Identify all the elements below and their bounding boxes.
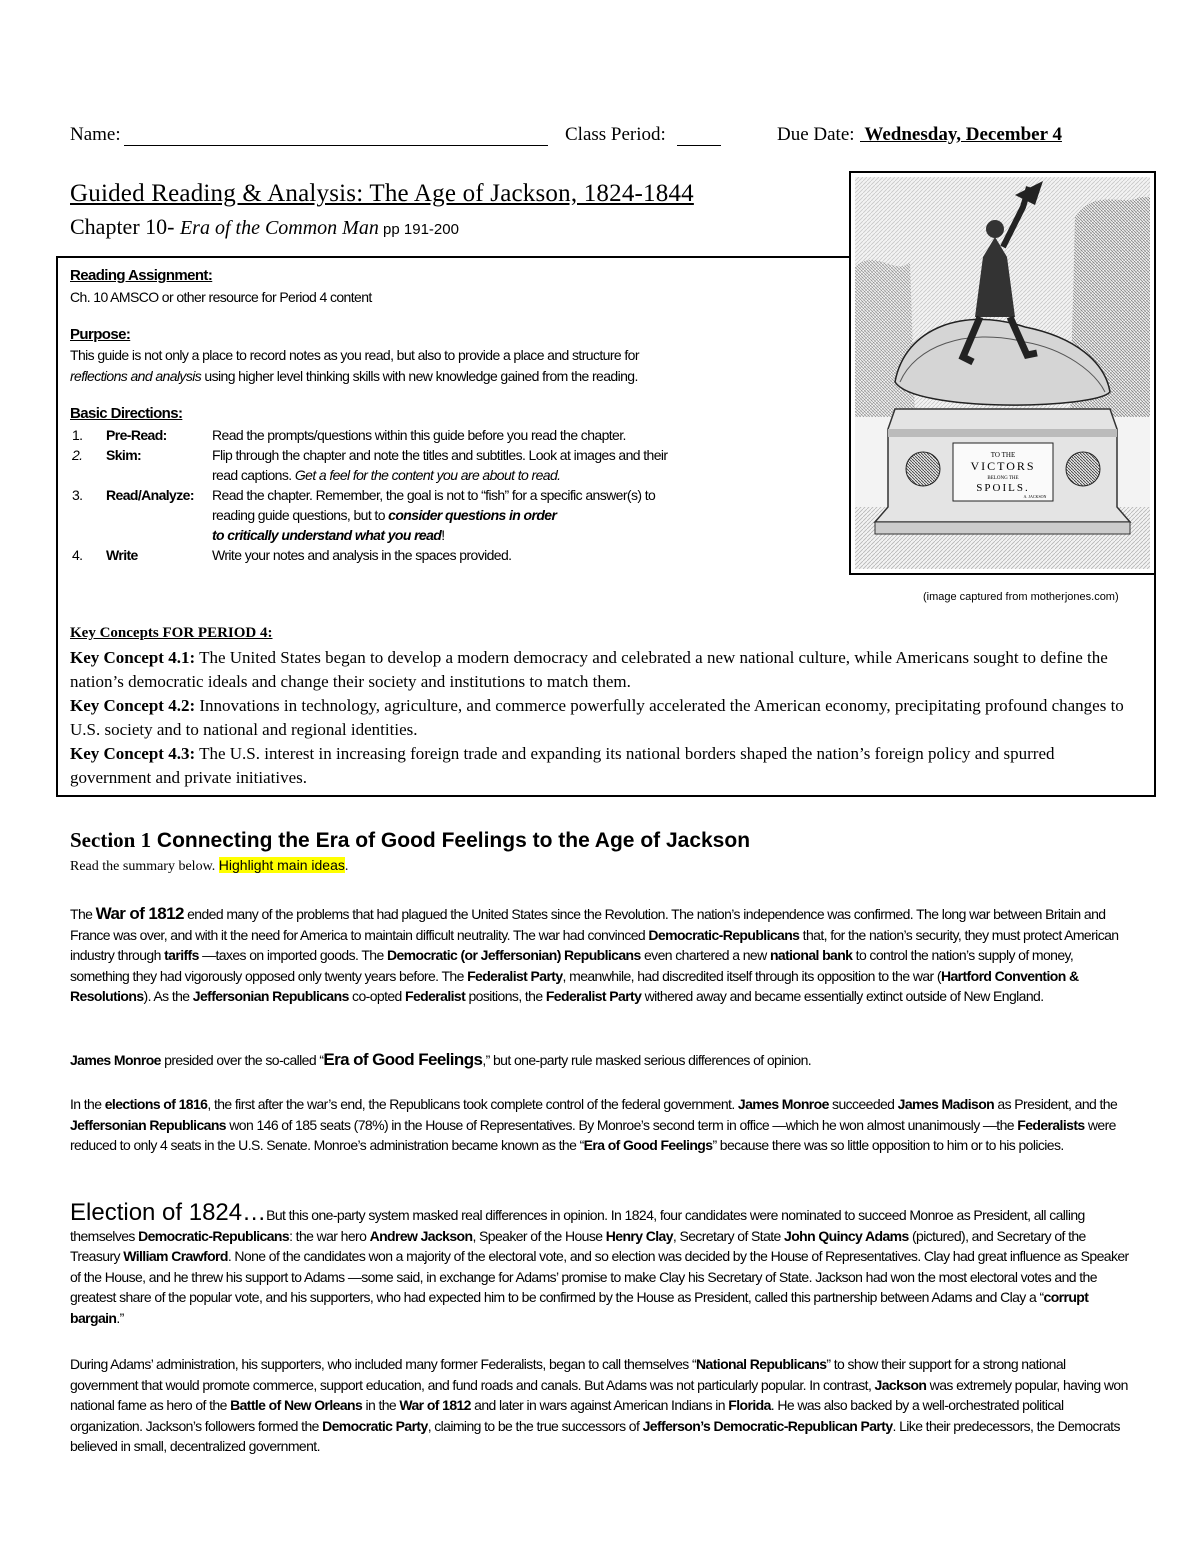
p5-text: During Adams’ administration, his supporters, who included many former Federalists, began to call themselves “ [70, 1356, 697, 1372]
p3-term: Jeffersonian Republicans [70, 1116, 226, 1133]
direction-text: Read the chapter. Remember, the goal is not to “fish” for a specific answer(s) to [212, 487, 656, 503]
due-date-value: Wednesday, December 4 [860, 124, 1062, 145]
key-concept [70, 742, 1130, 790]
p1-term: Democratic-Republicans [648, 926, 800, 943]
chapter-subtitle: Era of the Common Man [179, 217, 379, 239]
p2-text: ,” but one-party rule masked serious differences of opinion. [482, 1052, 812, 1068]
section-title: Connecting the Era of Good Feelings to the Age of Jackson [151, 829, 751, 852]
p5-text: . He was also backed by a well-orchestrated political organization. Jackson’s followers formed the [70, 1397, 1064, 1434]
due-date-label: Due Date: [777, 124, 855, 145]
key-concept-label: Key Concept 4.1: [70, 648, 196, 667]
direction-item [0, 445, 760, 485]
p5-term: Jackson [874, 1376, 927, 1393]
name-field[interactable] [124, 124, 548, 146]
plaque-line-3: BELONG THE [987, 476, 1019, 481]
direction-num: 2. [72, 447, 83, 463]
direction-key: Read/Analyze: [106, 487, 194, 503]
purpose-line-2 [70, 366, 638, 386]
key-concept [70, 694, 1130, 742]
p3-term: elections of 1816 [104, 1096, 208, 1112]
key-concept-label: Key Concept 4.2: [70, 696, 196, 715]
plaque-line-5: A. JACKSON [1023, 494, 1047, 499]
p4-text: , Speaker of the House [472, 1227, 606, 1244]
p3-text: ” because there was so little opposition to him or to his policies. [712, 1137, 1064, 1154]
plaque-line-2: VICTORS [970, 459, 1036, 473]
p1-text: The [70, 906, 96, 922]
p3-term: Federalists [1017, 1116, 1085, 1133]
chapter-heading [70, 214, 459, 240]
paragraph-war-of-1812 [70, 904, 1130, 1007]
key-concept-label: Key Concept 4.3: [70, 744, 196, 763]
chapter-prefix: Chapter 10- [70, 214, 180, 239]
plaque-line-4: SPOILS. [976, 482, 1030, 494]
direction-text-2a: read captions. [212, 467, 295, 483]
election-1824-heading: Election of 1824… [70, 1199, 267, 1226]
direction-text-2-em: Get a feel for the content you are about to read. [294, 467, 561, 483]
p1-text: even chartered a new [640, 947, 770, 964]
direction-text-2-em: consider questions in order [388, 507, 557, 523]
read-summary [70, 857, 348, 875]
p2-text: presided over the so-called “ [160, 1052, 324, 1068]
p4-text: But this one-party system masked real differences in opinion. In 1824, four candidates were nominated to succeed Monroe as President, all calling themselves [70, 1207, 1085, 1244]
p5-term: Battle of New Orleans [230, 1397, 363, 1414]
p1-text: ). As the [143, 988, 193, 1005]
jackson-statue-illustration [855, 177, 1150, 569]
direction-key: Skim: [106, 447, 142, 463]
reading-assignment-text: Ch. 10 AMSCO or other resource for Period 4 content [70, 289, 372, 305]
direction-text-3-em: to critically understand what you read [212, 527, 442, 543]
image-caption: (image captured from motherjones.com) [923, 591, 1119, 603]
p5-text: . Like their predecessors, the Democrats believed in small, decentralized government. [70, 1417, 1120, 1455]
p3-text: In the [70, 1096, 105, 1112]
direction-text-2a: reading guide questions, but to [212, 507, 389, 523]
p3-term: Era of Good Feelings [583, 1137, 713, 1154]
p5-text: in the [362, 1397, 400, 1414]
p4-term: John Quincy Adams [784, 1227, 909, 1244]
direction-item [0, 545, 760, 565]
p1-term: Hartford Convention & Resolutions [70, 967, 1079, 1005]
chapter-pages: pp 191-200 [378, 221, 459, 238]
p4-term: corrupt bargain [70, 1289, 1089, 1326]
p3-term: James Madison [897, 1096, 995, 1112]
direction-key: Write [106, 547, 138, 563]
direction-text-2 [212, 465, 752, 485]
read-summary-period: . [344, 859, 349, 874]
key-concept-text: The U.S. interest in increasing foreign trade and expanding its national borders shaped the nation’s foreign policy and spurred government and private initiatives. [70, 744, 1055, 787]
p3-text: were reduced to only 4 seats in the U.S. Senate. Monroe’s administration became known as the “ [70, 1116, 1116, 1154]
directions-heading: Basic Directions: [70, 405, 183, 422]
p4-term: Henry Clay [605, 1227, 673, 1244]
p1-term: Federalist Party [467, 967, 563, 984]
p5-text: , claiming to be the true successors of [427, 1417, 643, 1434]
highlight-instruction: Highlight main ideas [218, 857, 345, 873]
direction-text-3-tail: ! [441, 527, 445, 543]
class-period-field[interactable] [677, 124, 721, 146]
p1-term: Federalist Party [545, 988, 642, 1005]
key-concepts [70, 624, 1130, 790]
key-concepts-heading: Key Concepts FOR PERIOD 4: [70, 625, 273, 641]
p1-text: —taxes on imported goods. The [198, 947, 387, 964]
p5-text: was extremely popular, having won national fame as hero of the [70, 1376, 1128, 1414]
paragraph-adams-administration [70, 1354, 1130, 1457]
direction-num: 4. [72, 547, 83, 563]
cartoon-image [849, 171, 1156, 575]
p5-text: and later in wars against American Indians in [470, 1397, 729, 1414]
purpose-line-1: This guide is not only a place to record notes as you read, but also to provide a place and structure for [70, 347, 639, 363]
p4-text: : the war hero [289, 1227, 370, 1244]
p3-text: , the first after the war’s end, the Republicans took complete control of the federal government. [207, 1096, 738, 1112]
purpose-line-2-rest: using higher level thinking skills with new knowledge gained from the reading. [201, 368, 638, 384]
p5-text: ” to show their support for a strong national government that would promote commerce, support education, and fund roads and canals. But Adams was not particularly popular. In contrast, [70, 1356, 1066, 1393]
p3-text: won 146 of 185 seats (78%) in the House of Representatives. By Monroe’s second term in office —which he won almost unanimously —the [225, 1116, 1018, 1133]
direction-text: Write your notes and analysis in the spaces provided. [212, 547, 512, 563]
p2-term: Era of Good Feelings [323, 1050, 483, 1069]
p1-term: Federalist [405, 988, 466, 1005]
section-number: Section 1 [70, 828, 152, 852]
p5-term: Jefferson’s Democratic-Republican Party [642, 1417, 893, 1434]
paragraph-election-1824 [70, 1199, 1130, 1329]
p4-text: , Secretary of State [672, 1227, 785, 1244]
direction-text-2 [212, 505, 752, 525]
p4-text: (pictured), and Secretary of the Treasury [70, 1227, 1086, 1265]
page-title: Guided Reading & Analysis: The Age of Jackson, 1824-1844 [70, 180, 694, 207]
class-period-label: Class Period: [565, 124, 666, 145]
p4-text: . None of the candidates won a majority of the electoral vote, and so election was decided by the House of Representatives. Clay had great influence as Speaker of the House, and he threw his support to Adams —some said, in exchange for Adams’ promise to make Clay his Secretary of State. Jackson had won the most electoral votes and the greatest share of the popular vote, and his supporters, who had expected him to be confirmed by the House as President, called this partnership between Adams and Clay a “ [70, 1248, 1129, 1306]
p1-term: Democratic (or Jeffersonian) Republicans [386, 947, 641, 964]
p1-term: tariffs [164, 947, 199, 964]
direction-text: Read the prompts/questions within this guide before you read the chapter. [212, 427, 626, 443]
p1-term: War of 1812 [95, 904, 184, 923]
section-heading [70, 828, 750, 853]
direction-text-3 [212, 525, 752, 545]
p4-term: Democratic-Republicans [138, 1227, 290, 1244]
header-line [0, 124, 1200, 150]
p1-term: national bank [769, 947, 853, 964]
key-concept [70, 646, 1130, 694]
direction-item [0, 485, 760, 545]
p1-text: withered away and became essentially extinct outside of New England. [641, 988, 1044, 1005]
read-summary-text: Read the summary below. [70, 859, 219, 874]
direction-num: 1. [72, 427, 83, 443]
p4-term: Andrew Jackson [369, 1227, 473, 1244]
p1-text: co-opted [348, 988, 406, 1005]
name-label: Name: [70, 124, 121, 145]
p4-term: William Crawford [123, 1248, 228, 1265]
p1-text: ended many of the problems that had plagued the United States since the Revolution. The nation’s independence was confirmed. The long war between Britain and France was over, and with it the need for America to maintain difficult neutrality. The war had convinced [70, 906, 1106, 943]
reading-assignment-heading: Reading Assignment: [70, 267, 213, 284]
purpose-heading: Purpose: [70, 326, 131, 343]
p3-term: James Monroe [737, 1096, 829, 1112]
p1-text: positions, the [465, 988, 546, 1005]
p1-term: Jeffersonian Republicans [192, 988, 349, 1005]
paragraph-monroe [70, 1050, 1130, 1071]
p2-term: James Monroe [70, 1052, 161, 1068]
plaque-line-1: TO THE [990, 451, 1016, 459]
p5-term: National Republicans [696, 1356, 827, 1372]
p5-term: War of 1812 [399, 1397, 471, 1414]
paragraph-elections-1816 [70, 1094, 1130, 1156]
p1-text: , meanwhile, had discredited itself through its opposition to the war ( [562, 967, 941, 984]
purpose-emphasis: reflections and analysis [70, 368, 202, 384]
p5-term: Florida [728, 1397, 771, 1414]
direction-num: 3. [72, 487, 83, 503]
key-concept-text: The United States began to develop a modern democracy and celebrated a new national culture, while Americans sought to define the nation’s democratic ideals and change their society and institutions to match them. [70, 648, 1108, 691]
p4-text: .” [116, 1309, 124, 1326]
p1-text: that, for the nation’s security, they must protect American industry through [70, 926, 1119, 964]
p5-term: Democratic Party [322, 1417, 428, 1434]
direction-key: Pre-Read: [106, 427, 167, 443]
key-concept-text: Innovations in technology, agriculture, and commerce powerfully accelerated the American economy, precipitating profound changes to U.S. society and to national and regional identities. [70, 696, 1124, 739]
direction-item [0, 425, 760, 445]
p3-text: succeeded [828, 1096, 898, 1112]
p1-text: to control the nation’s supply of money, something they had vigorously opposed only twenty years before. The [70, 947, 1074, 984]
direction-text: Flip through the chapter and note the titles and subtitles. Look at images and their [212, 447, 668, 463]
p3-text: as President, and the [994, 1096, 1118, 1112]
